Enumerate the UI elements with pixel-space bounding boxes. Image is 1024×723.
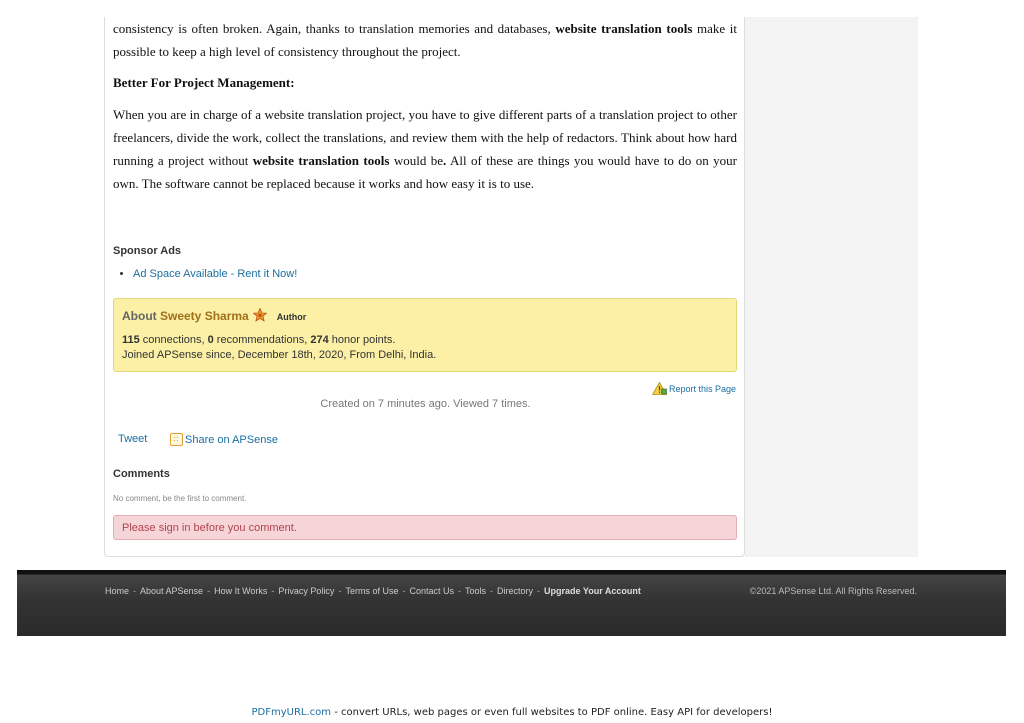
about-heading (122, 308, 728, 323)
right-sidebar (745, 17, 918, 557)
share-apsense-label: Share on APSense (185, 434, 278, 446)
footer-link-how-it-works[interactable]: How It Works (214, 586, 268, 596)
signin-notice (113, 515, 737, 540)
sponsor-ads-list (113, 268, 297, 280)
author-joined: Joined APSense since, December 18th, 2020, From Delhi, India. (122, 349, 437, 361)
article-text: All of these are things you would have to do on your own. The software cannot be replaced because it works and how easy it is to use. (113, 153, 737, 191)
article-subheading: Better For Project Management: (113, 75, 295, 90)
footer-link-terms[interactable]: Terms of Use (345, 586, 399, 596)
author-badge: Author (276, 312, 307, 322)
footer-separator: - (207, 586, 211, 596)
pdf-banner-text: - convert URLs, web pages or even full websites to PDF online. Easy API for developers! (331, 707, 773, 718)
article-paragraph (113, 17, 737, 63)
pdfmyurl-link[interactable]: PDFmyURL.com (251, 707, 332, 718)
article-text: When you are in charge of a website translation project, you have to give different parts of a translation project to other freelancers, divide the work, collect the translations, and review them with the help of redactors. Think about how hard running a project without (113, 107, 737, 168)
article-text: consistency is often broken. Again, thanks to translation memories and databases, (113, 21, 556, 36)
article-paragraph (113, 103, 737, 195)
footer-link-about[interactable]: About APSense (140, 586, 204, 596)
footer-link-upgrade[interactable]: Upgrade Your Account (544, 586, 641, 596)
author-name-link[interactable]: Sweety Sharma (160, 309, 249, 323)
footer-link-tools[interactable]: Tools (464, 586, 486, 596)
pdf-banner (0, 707, 1024, 718)
article-text: . (443, 153, 447, 168)
list-item (133, 268, 297, 280)
article-keyword: website translation tools (555, 21, 693, 36)
footer-separator: - (338, 586, 342, 596)
footer-link-privacy[interactable]: Privacy Policy (278, 586, 335, 596)
footer-link-home[interactable]: Home (105, 586, 130, 596)
footer-link-contact[interactable]: Contact Us (409, 586, 454, 596)
author-counts (122, 333, 728, 348)
created-viewed-info: Created on 7 minutes ago. Viewed 7 times. (320, 398, 531, 410)
footer-separator: - (271, 586, 275, 596)
stat-label: recommendations, (213, 334, 311, 346)
footer-copyright: ©2021 APSense Ltd. All Rights Reserved. (749, 586, 917, 596)
signin-link[interactable]: Please sign in before you comment. (122, 522, 297, 534)
author-stats (122, 333, 728, 363)
footer-separator: - (457, 586, 461, 596)
honor-points-count: 274 (310, 334, 329, 346)
report-page-label: Report this Page (668, 384, 736, 394)
about-prefix: About (122, 309, 160, 323)
connections-count: 115 (122, 334, 140, 346)
article-text: make it possible to keep a high level of consistency throughout the project. (113, 21, 737, 59)
sponsor-ads-title: Sponsor Ads (113, 245, 182, 257)
footer-separator: - (490, 586, 493, 596)
footer-link-directory[interactable]: Directory (497, 586, 534, 596)
share-apsense-button[interactable] (170, 433, 278, 446)
footer-separator: - (537, 586, 541, 596)
ad-space-link[interactable]: Ad Space Available - Rent it Now! (133, 268, 298, 280)
recommendations-count: 0 (207, 334, 214, 346)
comments-title: Comments (113, 468, 170, 480)
footer-nav (105, 586, 641, 596)
star-icon (253, 308, 267, 322)
content-panel (104, 17, 745, 557)
author-about-box (113, 298, 737, 372)
stat-label: honor points. (328, 334, 396, 346)
tweet-button[interactable]: Tweet (118, 433, 148, 445)
stat-label: connections, (139, 334, 208, 346)
article-text: would be (389, 153, 444, 168)
warning-icon (652, 382, 667, 395)
site-footer (17, 570, 1006, 636)
report-page-link[interactable] (652, 382, 736, 395)
article-keyword: website translation tools (252, 153, 390, 168)
apsense-share-icon (170, 433, 183, 446)
footer-separator: - (402, 586, 406, 596)
no-comment-text: No comment, be the first to comment. (113, 494, 247, 503)
footer-separator: - (133, 586, 137, 596)
